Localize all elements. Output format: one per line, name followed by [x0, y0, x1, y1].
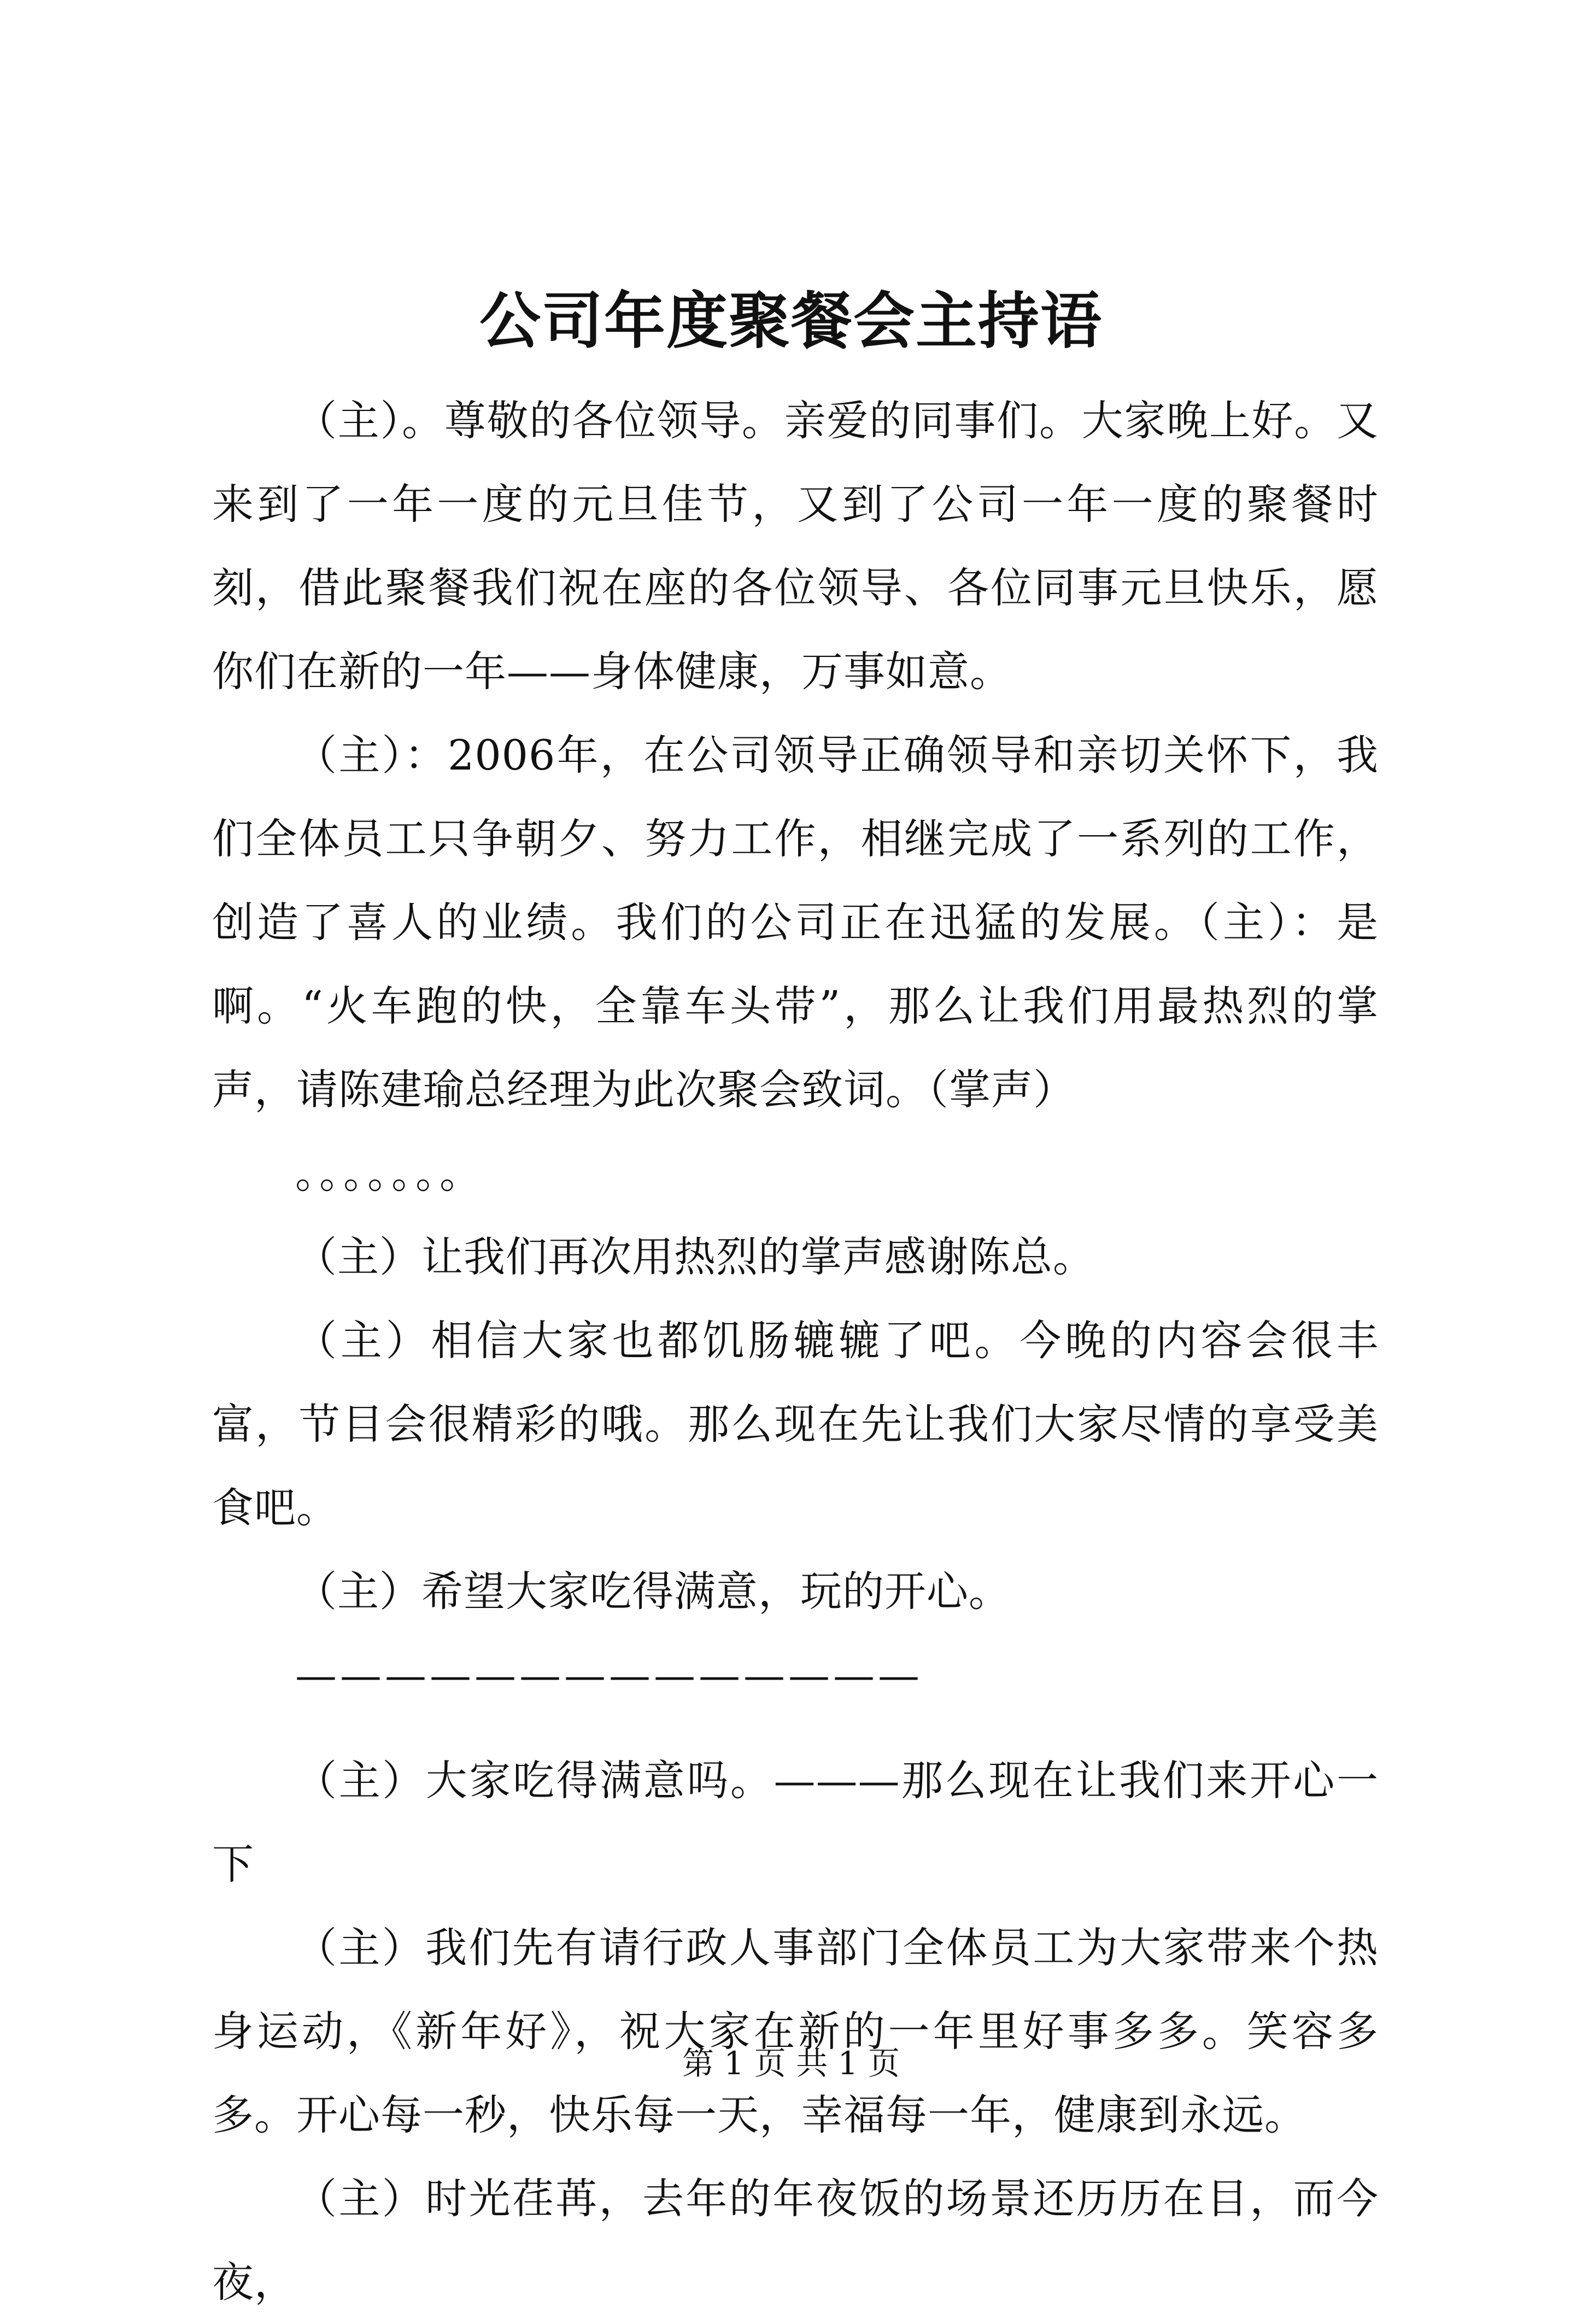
paragraph-4: （主）相信大家也都饥肠辘辘了吧。今晚的内容会很丰富，节目会很精彩的哦。那么现在先让我们大家尽情的享受美食吧。: [212, 1316, 1379, 1532]
page-footer: 第 1 页 共 1 页: [682, 2045, 900, 2082]
spacer: [212, 1717, 1379, 1739]
paragraph-6: （主）大家吃得满意吗。———那么现在让我们来开心一下: [212, 1756, 1379, 1888]
paragraph-3: （主）让我们再次用热烈的掌声感谢陈总。: [295, 1233, 1095, 1281]
ellipsis-line: 。。。。。。。: [295, 1149, 484, 1198]
separator-line: ——————————————: [295, 1651, 923, 1699]
paragraph-1: （主）。尊敬的各位领导。亲爱的同事们。大家晚上好。又来到了一年一度的元旦佳节，又到了公司一年一度的聚餐时刻，借此聚餐我们祝在座的各位领导、各位同事元旦快乐，愿你们在新的一年——身体健康，万事如意。: [212, 396, 1379, 696]
paragraph-5: （主）希望大家吃得满意，玩的开心。: [295, 1567, 1011, 1616]
paragraph-8: （主）时光荏苒，去年的年夜饭的场景还历历在目，而今夜，: [212, 2174, 1379, 2307]
paragraph-7: （主）我们先有请行政人事部门全体员工为大家带来个热身运动，《新年好》，祝大家在新的一年里好事多多。笑容多多。开心每一秒，快乐每一天，幸福每一年，健康到永远。: [212, 1923, 1379, 2139]
document-body: [212, 379, 1379, 2324]
document-title: 公司年度聚餐会主持语: [479, 285, 1103, 357]
paragraph-2: （主）：2006年，在公司领导正确领导和亲切关怀下，我们全体员工只争朝夕、努力工作，相继完成了一系列的工作，创造了喜人的业绩。我们的公司正在迅猛的发展。（主）：是啊。“火车跑的快，全靠车头带”，那么让我们用最热烈的掌声，请陈建瑜总经理为此次聚会致词。（掌声）: [212, 731, 1379, 1114]
